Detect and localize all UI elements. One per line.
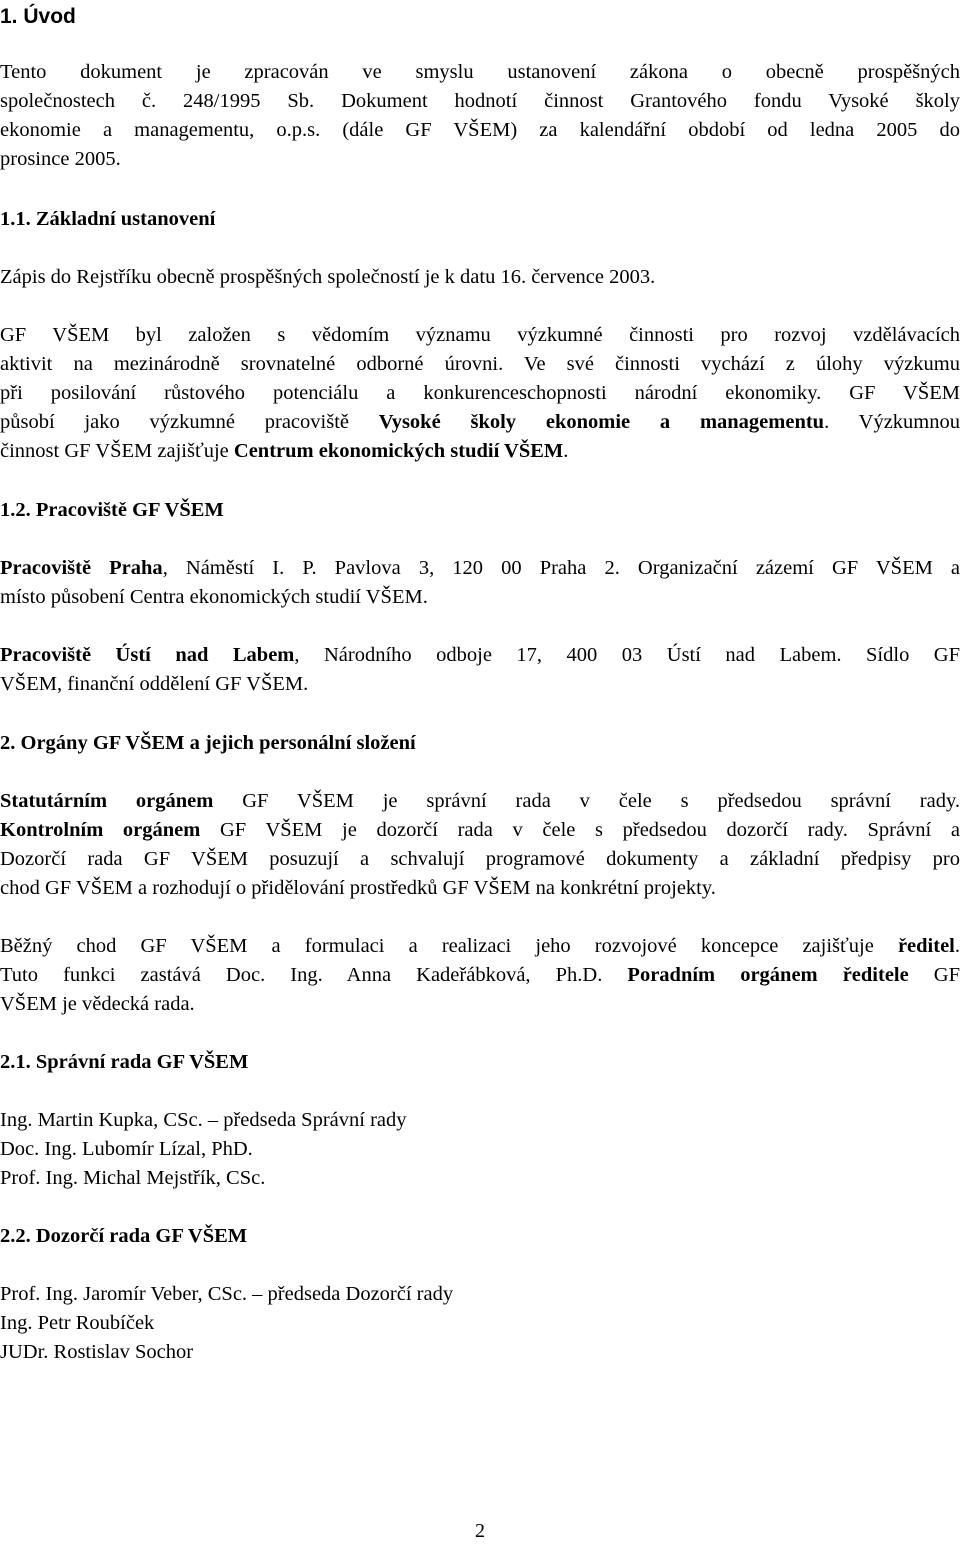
director-label: ředitel bbox=[897, 935, 955, 957]
board-member: Ing. Martin Kupka, CSc. – předseda Správní rady bbox=[0, 1109, 407, 1131]
heading-dozorci-rada: 2.2. Dozorčí rada GF VŠEM bbox=[0, 1225, 248, 1247]
supervisory-member: JUDr. Rostislav Sochor bbox=[0, 1341, 194, 1363]
organs-line: Statutárním orgánem GF VŠEM je správní rada v čele s předsedou správní rady. bbox=[0, 790, 960, 812]
usti-line: Pracoviště Ústí nad Labem, Národního odboje 17, 400 03 Ústí nad Labem. Sídlo GF bbox=[0, 644, 960, 666]
usti-label: Pracoviště Ústí nad Labem bbox=[0, 644, 295, 666]
control-label: Kontrolním orgánem bbox=[0, 819, 201, 841]
organs-line: Dozorčí rada GF VŠEM posuzují a schvalují programové dokumenty a základní předpisy pro bbox=[0, 848, 960, 870]
heading-uvod: 1. Úvod bbox=[0, 5, 76, 28]
usti-line: VŠEM, finanční oddělení GF VŠEM. bbox=[0, 673, 309, 695]
director-line: Běžný chod GF VŠEM a formulaci a realizaci jeho rozvojové koncepce zajišťuje ředitel. bbox=[0, 935, 960, 957]
heading-pracoviste: 1.2. Pracoviště GF VŠEM bbox=[0, 499, 224, 521]
organs-line: chod GF VŠEM a rozhodují o přidělování prostředků GF VŠEM na konkrétní projekty. bbox=[0, 877, 716, 899]
statutory-label: Statutárním orgánem bbox=[0, 790, 214, 812]
intro-paragraph bbox=[0, 58, 960, 174]
about-line: aktivit na mezinárodně srovnatelné odborné úrovni. Ve své činnosti vychází z úlohy výzkumu bbox=[0, 353, 960, 375]
intro-line: společnostech č. 248/1995 Sb. Dokument hodnotí činnost Grantového fondu Vysoké školy bbox=[0, 90, 960, 112]
supervisory-member: Prof. Ing. Jaromír Veber, CSc. – předseda Dozorčí rady bbox=[0, 1283, 454, 1305]
heading-spravni-rada: 2.1. Správní rada GF VŠEM bbox=[0, 1051, 249, 1073]
intro-line: Tento dokument je zpracován ve smyslu ustanovení zákona o obecně prospěšných bbox=[0, 61, 960, 83]
board-member: Doc. Ing. Lubomír Lízal, PhD. bbox=[0, 1138, 253, 1160]
intro-line: prosince 2005. bbox=[0, 148, 121, 170]
registration-text: Zápis do Rejstříku obecně prospěšných společností je k datu 16. července 2003. bbox=[0, 266, 656, 288]
board-member: Prof. Ing. Michal Mejstřík, CSc. bbox=[0, 1167, 266, 1189]
director-line: VŠEM je vědecká rada. bbox=[0, 993, 195, 1015]
board-list bbox=[0, 1106, 960, 1193]
heading-organy: 2. Orgány GF VŠEM a jejich personální složení bbox=[0, 732, 416, 754]
praha-line: místo působení Centra ekonomických studií VŠEM. bbox=[0, 586, 428, 608]
organs-line: Kontrolním orgánem GF VŠEM je dozorčí rada v čele s předsedou dozorčí rady. Správní a bbox=[0, 819, 960, 841]
about-line: při posilování růstového potenciálu a konkurenceschopnosti národní ekonomiky. GF VŠEM bbox=[0, 382, 960, 404]
page-number: 2 bbox=[475, 1520, 485, 1542]
about-line: GF VŠEM byl založen s vědomím významu výzkumné činnosti pro rozvoj vzdělávacích bbox=[0, 324, 960, 346]
centre-name: Centrum ekonomických studií VŠEM bbox=[233, 440, 564, 462]
intro-line: ekonomie a managementu, o.p.s. (dále GF VŠEM) za kalendářní období od ledna 2005 do bbox=[0, 119, 960, 141]
about-paragraph bbox=[0, 321, 960, 466]
usti-paragraph bbox=[0, 641, 960, 699]
organs-paragraph bbox=[0, 787, 960, 903]
praha-paragraph bbox=[0, 554, 960, 612]
advisory-label: Poradním orgánem ředitele bbox=[627, 964, 909, 986]
about-line: činnost GF VŠEM zajišťuje Centrum ekonomických studií VŠEM. bbox=[0, 440, 569, 462]
about-line: působí jako výzkumné pracoviště Vysoké školy ekonomie a managementu. Výzkumnou bbox=[0, 411, 960, 433]
supervisory-list bbox=[0, 1280, 960, 1367]
supervisory-member: Ing. Petr Roubíček bbox=[0, 1312, 155, 1334]
director-line: Tuto funkci zastává Doc. Ing. Anna Kadeřábková, Ph.D. Poradním orgánem ředitele GF bbox=[0, 964, 960, 986]
praha-label: Pracoviště Praha bbox=[0, 557, 163, 579]
director-paragraph bbox=[0, 932, 960, 1019]
heading-zakladni-ustanoveni: 1.1. Základní ustanovení bbox=[0, 208, 216, 230]
praha-line: Pracoviště Praha, Náměstí I. P. Pavlova 3, 120 00 Praha 2. Organizační zázemí GF VŠEM a bbox=[0, 557, 960, 579]
school-name: Vysoké školy ekonomie a managementu bbox=[378, 411, 825, 433]
